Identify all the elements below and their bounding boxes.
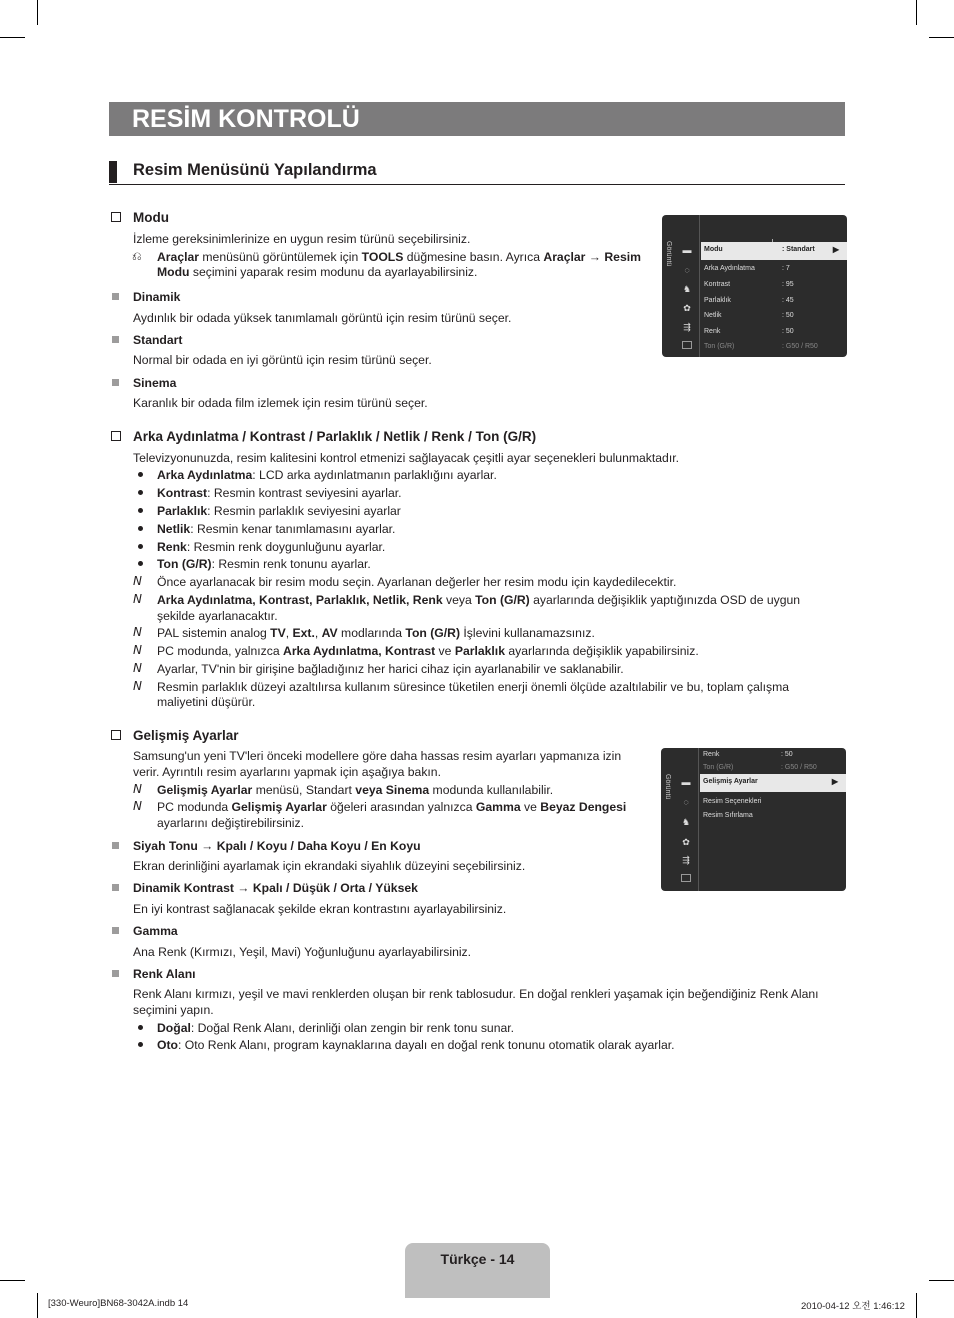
sound-icon: ◌ bbox=[684, 265, 690, 275]
modu-tools-line2: Modu seçimini yaparak resim modunu da ayarlayabilirsiniz. bbox=[157, 265, 478, 279]
gelismis-desc: verir. Ayrıntılı resim ayarlarını yapmak için aşağıya bakın. bbox=[133, 765, 441, 779]
osd-row[interactable]: Renk : 50 bbox=[703, 751, 793, 758]
arka-note-cont: şekilde ayarlanacaktır. bbox=[157, 609, 278, 623]
note-icon: N bbox=[133, 782, 142, 796]
note-icon: N bbox=[133, 625, 142, 639]
square-bullet-icon bbox=[112, 336, 119, 343]
arka-bullet: Kontrast: Resmin kontrast seviyesini ayarlar. bbox=[157, 486, 402, 500]
application-icon bbox=[682, 341, 692, 349]
bullet-icon bbox=[138, 544, 143, 549]
setup-icon: ✿ bbox=[682, 837, 690, 847]
tools-icon: ⎌ bbox=[132, 249, 142, 263]
section-title: Resim Menüsünü Yapılandırma bbox=[133, 161, 377, 179]
gelismis-desc: Samsung'un yeni TV'leri önceki modellere göre daha hassas resim ayarları yapmanıza izin bbox=[133, 749, 622, 763]
arka-note: Arka Aydınlatma, Kontrast, Parlaklık, Netlik, Renk veya Ton (G/R) ayarlarında değişiklik yaptığınızda OSD de uygun bbox=[157, 593, 801, 607]
modu-desc: İzleme gereksinimlerinize en uygun resim türünü seçebilirsiniz. bbox=[133, 232, 471, 246]
modu-heading: Modu bbox=[133, 210, 169, 225]
gelismis-item-name: Gamma bbox=[133, 924, 178, 938]
note-icon: N bbox=[133, 661, 142, 675]
modu-item-name: Sinema bbox=[133, 376, 177, 390]
crop-mark bbox=[916, 0, 917, 25]
crop-mark bbox=[37, 0, 38, 25]
channel-icon: ♞ bbox=[681, 817, 691, 827]
arka-note: Ayarlar, TV'nin bir girişine bağladığınız her harici cihaz için ayarlanabilir ve saklanabilir. bbox=[157, 662, 624, 676]
gelismis-item-desc-cont: seçimini yapın. bbox=[133, 1003, 214, 1017]
osd-sidebar bbox=[662, 215, 700, 357]
square-bullet-icon bbox=[112, 884, 119, 891]
osd-row[interactable]: Kontrast : 95 bbox=[704, 281, 794, 288]
square-bullet-icon bbox=[112, 927, 119, 934]
checkbox-icon bbox=[111, 431, 121, 441]
arrow-right-icon: ▶ bbox=[831, 777, 838, 786]
bullet-icon bbox=[138, 526, 143, 531]
arka-heading: Arka Aydınlatma / Kontrast / Parlaklık / Netlik / Renk / Ton (G/R) bbox=[133, 429, 537, 444]
application-icon bbox=[681, 874, 691, 882]
note-icon: N bbox=[133, 679, 142, 693]
arka-note: PAL sistemin analog TV, Ext., AV modlarında Ton (G/R) İşlevini kullanamazsınız. bbox=[157, 626, 595, 640]
section-marker bbox=[109, 161, 117, 183]
bullet-icon bbox=[138, 1025, 143, 1030]
footer-file: [330-Weuro]BN68-3042A.indb 14 bbox=[48, 1298, 189, 1309]
arka-note: Resmin parlaklık düzeyi azaltılırsa kullanım süresince tüketilen enerji önemli ölçüde azaltılabilir ve bu, toplam çalışma bbox=[157, 680, 790, 694]
bullet-icon bbox=[138, 472, 143, 477]
note-icon: N bbox=[133, 574, 142, 588]
checkbox-icon bbox=[111, 730, 121, 740]
osd-side-label: Görüntü bbox=[664, 774, 671, 800]
square-bullet-icon bbox=[112, 293, 119, 300]
gelismis-item-name: Renk Alanı bbox=[133, 967, 196, 981]
input-icon: ⇶ bbox=[683, 322, 691, 332]
checkbox-icon bbox=[111, 212, 121, 222]
page-number-tab: Türkçe - 14 bbox=[405, 1243, 550, 1298]
osd-row[interactable]: Resim Sıfırlama bbox=[703, 812, 753, 819]
osd-side-label: Görüntü bbox=[665, 241, 672, 267]
osd-row[interactable]: Netlik : 50 bbox=[704, 312, 794, 319]
arka-note-cont: maliyetini düşürür. bbox=[157, 695, 256, 709]
gelismis-heading: Gelişmiş Ayarlar bbox=[133, 728, 239, 743]
renk-bullet: Doğal: Doğal Renk Alanı, derinliği olan zengin bir renk tonu sunar. bbox=[157, 1021, 515, 1035]
crop-mark bbox=[929, 1280, 954, 1281]
picture-icon: ▬ bbox=[682, 245, 692, 255]
arka-bullet: Arka Aydınlatma: LCD arka aydınlatmanın parlaklığını ayarlar. bbox=[157, 468, 497, 482]
gelismis-note: PC modunda Gelişmiş Ayarlar öğeleri arasından yalnızca Gamma ve Beyaz Dengesi bbox=[157, 800, 627, 814]
gelismis-item-name: Siyah Tonu → Kpalı / Koyu / Daha Koyu / En Koyu bbox=[133, 839, 421, 853]
osd-row[interactable]: Arka Aydınlatma : 7 bbox=[704, 265, 790, 272]
modu-item-desc: Aydınlık bir odada yüksek tanımlamalı görüntü için resim türünü seçer. bbox=[133, 311, 512, 325]
arka-note: PC modunda, yalnızca Arka Aydınlatma, Kontrast ve Parlaklık ayarlarında değişiklik yapabilirsiniz. bbox=[157, 644, 699, 658]
modu-item-name: Standart bbox=[133, 333, 183, 347]
picture-icon: ▬ bbox=[681, 777, 691, 787]
crop-mark bbox=[0, 37, 25, 38]
note-icon: N bbox=[133, 643, 142, 657]
setup-icon: ✿ bbox=[683, 303, 691, 313]
osd-menu-picture bbox=[662, 215, 847, 357]
channel-icon: ♞ bbox=[682, 284, 692, 294]
page-title: RESİM KONTROLÜ bbox=[109, 102, 845, 136]
bullet-icon bbox=[138, 508, 143, 513]
gelismis-item-desc: Ekran derinliğini ayarlamak için ekrandaki siyahlık düzeyini seçebilirsiniz. bbox=[133, 859, 526, 873]
crop-mark bbox=[929, 37, 954, 38]
gelismis-note-cont: ayarlarını değiştirebilirsiniz. bbox=[157, 816, 304, 830]
osd-selected-row[interactable]: Gelişmiş Ayarlar ▶ bbox=[700, 774, 846, 792]
arka-bullet: Parlaklık: Resmin parlaklık seviyesini ayarlar bbox=[157, 504, 401, 518]
square-bullet-icon bbox=[112, 379, 119, 386]
crop-mark bbox=[916, 1293, 917, 1318]
gelismis-item-desc: Ana Renk (Kırmızı, Yeşil, Mavi) Yoğunluğunu ayarlayabilirsiniz. bbox=[133, 945, 472, 959]
modu-item-name: Dinamik bbox=[133, 290, 181, 304]
arrow-right-icon: ▶ bbox=[832, 245, 839, 254]
osd-sidebar bbox=[661, 748, 699, 891]
arka-bullet: Ton (G/R): Resmin renk tonunu ayarlar. bbox=[157, 557, 371, 571]
osd-row[interactable]: Parlaklık : 45 bbox=[704, 297, 794, 304]
arka-bullet: Netlik: Resmin kenar tanımlamasını ayarlar. bbox=[157, 522, 396, 536]
osd-row[interactable]: Ton (G/R) : G50 / R50 bbox=[703, 764, 817, 771]
osd-menu-advanced bbox=[661, 748, 846, 891]
bullet-icon bbox=[138, 490, 143, 495]
note-icon: N bbox=[133, 799, 142, 813]
arka-bullet: Renk: Resmin renk doygunluğunu ayarlar. bbox=[157, 540, 386, 554]
bullet-icon bbox=[138, 1042, 143, 1047]
square-bullet-icon bbox=[112, 842, 119, 849]
osd-selected-row[interactable]: Modu : Standart ▶ bbox=[701, 242, 847, 260]
sound-icon: ◌ bbox=[683, 797, 689, 807]
modu-tools-line1: Araçlar menüsünü görüntülemek için TOOLS düğmesine basın. Ayrıca Araçlar → Resim bbox=[157, 250, 641, 264]
gelismis-item-name: Dinamik Kontrast → Kpalı / Düşük / Orta / Yüksek bbox=[133, 881, 418, 895]
osd-row[interactable]: Renk : 50 bbox=[704, 328, 794, 335]
renk-bullet: Oto: Oto Renk Alanı, program kaynaklarına dayalı en doğal renk tonunu otomatik olarak ayarlar. bbox=[157, 1038, 675, 1052]
section-header bbox=[109, 160, 845, 185]
arka-note: Önce ayarlanacak bir resim modu seçin. Ayarlanan değerler her resim modu için kaydedilecektir. bbox=[157, 575, 677, 589]
square-bullet-icon bbox=[112, 970, 119, 977]
crop-mark bbox=[0, 1280, 25, 1281]
gelismis-item-desc: En iyi kontrast sağlanacak şekilde ekran kontrastını ayarlayabilirsiniz. bbox=[133, 902, 507, 916]
note-icon: N bbox=[133, 592, 142, 606]
crop-mark bbox=[37, 1293, 38, 1318]
modu-item-desc: Normal bir odada en iyi görüntü için resim türünü seçer. bbox=[133, 353, 432, 367]
bullet-icon bbox=[138, 561, 143, 566]
gelismis-note: Gelişmiş Ayarlar menüsü, Standart veya Sinema modunda kullanılabilir. bbox=[157, 783, 554, 797]
osd-row[interactable]: Resim Seçenekleri bbox=[703, 798, 762, 805]
gelismis-item-desc: Renk Alanı kırmızı, yeşil ve mavi renklerden oluşan bir renk tablosudur. En doğal renkleri yaşamak için beğendiğiniz Renk Alanı bbox=[133, 987, 819, 1001]
footer-date: 2010-04-12 오전 1:46:12 bbox=[801, 1301, 905, 1312]
input-icon: ⇶ bbox=[682, 855, 690, 865]
osd-row[interactable]: Ton (G/R) : G50 / R50 bbox=[704, 343, 818, 350]
modu-item-desc: Karanlık bir odada film izlemek için resim türünü seçer. bbox=[133, 396, 428, 410]
arka-desc: Televizyonunuzda, resim kalitesini kontrol etmenizi sağlayacak çeşitli ayar seçenekleri bulunmaktadır. bbox=[133, 451, 679, 465]
